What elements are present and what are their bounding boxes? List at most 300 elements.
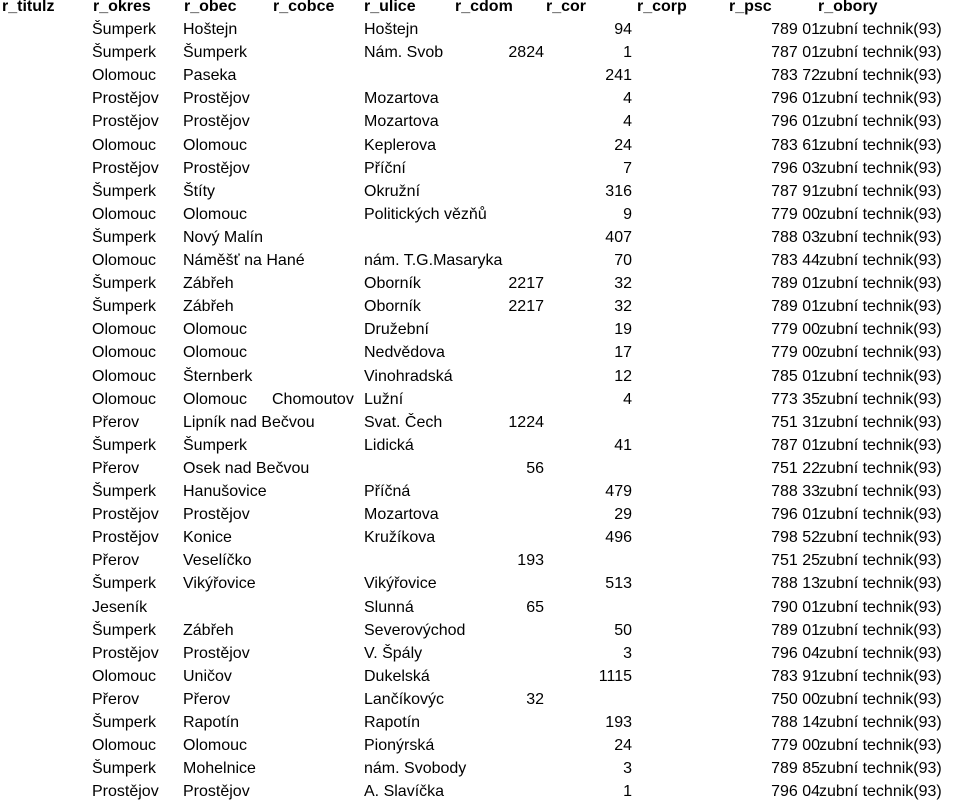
cell-cobce[interactable] [272,295,364,318]
cell-obec[interactable]: Veselíčko [183,552,252,570]
cell-obory[interactable]: zubní technik(93) [819,298,942,316]
cell-psc[interactable]: 789 01 [771,298,820,316]
cell-obory[interactable]: zubní technik(93) [819,552,942,570]
cell-cdom[interactable] [450,365,544,388]
cell-cor[interactable]: 3 [623,644,632,662]
cell-obory[interactable]: zubní technik(93) [819,21,942,38]
cell-cobce[interactable] [272,711,364,734]
cell-obec[interactable]: Šternberk [183,367,253,385]
cell-okres[interactable]: Prostějov [92,506,159,524]
cell-ulice[interactable]: Svat. Čech [364,413,443,431]
cell-psc[interactable]: 779 00 [771,344,820,362]
cell-cdom[interactable] [450,18,544,41]
table-row [0,134,960,157]
table-row [0,549,960,572]
cell-cor[interactable]: 70 [614,252,632,269]
cell-obory[interactable]: zubní technik(93) [819,690,942,708]
cell-cobce[interactable] [272,411,364,434]
cell-okres[interactable]: Olomouc [92,67,157,85]
cell-obec[interactable]: Olomouc [183,344,248,362]
table-row [0,180,960,203]
cell-cor[interactable]: 12 [614,367,632,385]
cell-cdom[interactable] [450,480,544,503]
cell-psc[interactable]: 783 44 [771,252,820,269]
header-cdom: r_cdom [455,0,513,15]
cell-cor[interactable]: 29 [614,506,632,524]
cell-obec[interactable]: Prostějov [183,506,250,524]
cell-cdom[interactable] [450,203,544,226]
cell-cor[interactable]: 3 [623,760,632,778]
cell-psc[interactable]: 798 52 [771,529,820,547]
cell-psc[interactable]: 796 04 [771,644,820,662]
table-row [0,318,960,341]
cell-ulice[interactable]: Keplerova [364,136,437,154]
cell-ulice[interactable]: Příčná [364,483,411,500]
cell-obec[interactable]: Olomouc [183,205,248,223]
cell-cdom[interactable] [450,388,544,411]
cell-obory[interactable]: zubní technik(93) [819,344,942,362]
table-row [0,157,960,180]
cell-cor[interactable]: 241 [605,67,632,85]
cell-obec[interactable]: Hoštejn [183,21,238,38]
cell-psc[interactable]: 787 01 [771,44,820,62]
cell-ulice[interactable]: A. Slavíčka [364,783,445,801]
cell-cobce[interactable] [272,549,364,572]
cell-okres[interactable]: Prostějov [92,113,159,131]
table-row [0,18,960,41]
cell-cor[interactable]: 4 [623,390,632,408]
cell-cor[interactable]: 1 [623,783,632,801]
table-row [0,503,960,526]
cell-psc[interactable]: 773 35 [771,390,820,408]
header-corp: r_corp [637,0,687,15]
table-row [0,688,960,711]
cell-ulice[interactable]: Lužní [364,390,404,408]
cell-cdom[interactable] [450,226,544,249]
cell-psc[interactable]: 796 01 [771,90,820,108]
cell-psc[interactable]: 779 00 [771,205,820,223]
cell-cdom[interactable] [450,503,544,526]
cell-psc[interactable]: 789 01 [771,621,820,639]
cell-ulice[interactable]: Lidická [364,436,414,454]
header-row [0,0,960,18]
cell-cor[interactable] [545,411,632,434]
table-row [0,665,960,688]
table-row [0,64,960,87]
cell-obec[interactable]: Zábřeh [183,621,234,639]
cell-okres[interactable]: Šumperk [92,44,157,62]
cell-cor[interactable]: 513 [605,575,632,593]
cell-cdom[interactable]: 2217 [508,298,544,316]
cell-psc[interactable]: 796 03 [771,159,820,177]
cell-cor[interactable]: 24 [614,136,632,154]
cell-psc[interactable]: 779 00 [771,737,820,755]
cell-cdom[interactable] [450,134,544,157]
cell-psc[interactable]: 788 14 [771,714,820,731]
table-row [0,642,960,665]
cell-cobce[interactable] [272,203,364,226]
cell-cor[interactable] [545,549,632,572]
cell-cdom[interactable]: 65 [526,598,544,616]
cell-okres[interactable]: Šumperk [92,714,157,731]
cell-obec[interactable]: Nový Malín [183,228,264,246]
cell-obec[interactable]: Prostějov [183,90,250,108]
cell-cobce[interactable] [272,365,364,388]
cell-obec[interactable]: Mohelnice [183,760,256,778]
cell-obec[interactable]: Uničov [183,667,232,685]
cell-cobce[interactable] [272,134,364,157]
cell-cobce[interactable] [272,41,364,64]
cell-cor[interactable]: 193 [605,714,632,731]
cell-okres[interactable]: Olomouc [92,344,157,362]
table-row [0,572,960,595]
cell-ulice[interactable]: nám. T.G.Masaryka [364,252,503,269]
cell-cdom[interactable]: 2824 [508,44,544,62]
cell-ulice[interactable]: Vinohradská [364,367,453,385]
cell-psc[interactable]: 783 72 [771,67,820,85]
cell-cdom[interactable]: 1224 [508,413,544,431]
cell-cdom[interactable]: 56 [526,459,544,477]
cell-cobce[interactable] [272,665,364,688]
cell-okres[interactable]: Olomouc [92,252,157,269]
cell-cor[interactable] [545,596,632,619]
cell-cobce[interactable] [272,249,364,272]
cell-okres[interactable]: Šumperk [92,575,157,593]
cell-cobce[interactable] [272,341,364,364]
cell-cobce[interactable] [272,18,364,41]
cell-cor[interactable]: 94 [614,21,632,38]
cell-obec[interactable]: Šumperk [183,436,248,454]
cell-psc[interactable]: 785 01 [771,367,820,385]
cell-ulice[interactable]: Mozartova [364,506,439,524]
cell-cor[interactable]: 9 [623,205,632,223]
cell-cobce[interactable] [272,619,364,642]
cell-cor[interactable]: 50 [614,621,632,639]
cell-cobce[interactable] [272,226,364,249]
cell-okres[interactable]: Šumperk [92,228,157,246]
cell-ulice[interactable]: Vikýřovice [364,575,437,593]
cell-obory[interactable]: zubní technik(93) [819,714,942,731]
cell-ulice[interactable]: Politických vězňů [364,205,487,223]
cell-cobce[interactable] [272,318,364,341]
cell-cdom[interactable] [450,64,544,87]
table-row [0,734,960,757]
cell-ulice[interactable]: Kružíkova [364,529,436,547]
header-psc: r_psc [729,0,772,15]
cell-obory[interactable]: zubní technik(93) [819,252,942,269]
cell-cdom[interactable] [450,87,544,110]
table-row [0,249,960,272]
cell-ulice[interactable]: Nám. Svob [364,44,444,62]
cell-ulice[interactable]: Dukelská [364,667,430,685]
cell-ulice[interactable]: Oborník [364,298,421,316]
cell-psc[interactable]: 787 91 [771,182,820,200]
cell-obory[interactable]: zubní technik(93) [819,228,942,246]
cell-okres[interactable]: Olomouc [92,205,157,223]
cell-cor[interactable]: 316 [605,182,632,200]
cell-cor[interactable]: 32 [614,298,632,316]
cell-obory[interactable]: zubní technik(93) [819,159,942,177]
cell-psc[interactable]: 751 31 [771,413,820,431]
cell-obec[interactable]: Náměšť na Hané [183,252,305,269]
cell-obory[interactable]: zubní technik(93) [819,136,942,154]
cell-obec[interactable]: Šumperk [183,44,248,62]
cell-cobce[interactable] [272,503,364,526]
cell-obory[interactable]: zubní technik(93) [819,275,942,293]
cell-obec[interactable]: Rapotín [183,714,240,731]
cell-cobce[interactable] [272,434,364,457]
cell-okres[interactable]: Přerov [92,552,140,570]
cell-cdom[interactable] [450,526,544,549]
cell-cdom[interactable] [450,180,544,203]
cell-ulice[interactable]: Nedvědova [364,344,445,362]
cell-cdom[interactable] [450,734,544,757]
cell-obory[interactable]: zubní technik(93) [819,459,942,477]
cell-ulice[interactable]: Severovýchod [364,621,466,639]
cell-cor[interactable]: 1115 [598,667,632,685]
header-titulz: r_titulz [2,0,55,15]
table-row [0,388,960,411]
cell-cobce[interactable] [272,642,364,665]
cell-cobce[interactable] [272,780,364,803]
table-row [0,110,960,133]
cell-obec[interactable]: Prostějov [183,644,250,662]
cell-obory[interactable]: zubní technik(93) [819,182,942,200]
cell-okres[interactable]: Šumperk [92,621,157,639]
cell-ulice[interactable]: Pionýrská [364,737,435,755]
cell-cdom[interactable] [450,711,544,734]
cell-obory[interactable]: zubní technik(93) [819,113,942,131]
cell-okres[interactable]: Šumperk [92,760,157,778]
cell-obory[interactable]: zubní technik(93) [819,529,942,547]
cell-cor[interactable]: 496 [605,529,632,547]
cell-cor[interactable]: 479 [605,483,632,500]
cell-cdom[interactable] [450,434,544,457]
cell-okres[interactable]: Přerov [92,413,140,431]
cell-okres[interactable]: Olomouc [92,367,157,385]
cell-obory[interactable]: zubní technik(93) [819,321,942,339]
cell-cdom[interactable]: 32 [526,690,544,708]
cell-cdom[interactable] [450,757,544,780]
cell-okres[interactable]: Šumperk [92,182,157,200]
cell-psc[interactable]: 779 00 [771,321,820,339]
cell-cor[interactable]: 24 [614,737,632,755]
cell-obory[interactable]: zubní technik(93) [819,390,942,408]
cell-cobce[interactable] [272,572,364,595]
cell-obory[interactable]: zubní technik(93) [819,737,942,755]
cell-cobce[interactable] [272,157,364,180]
cell-cobce[interactable] [272,110,364,133]
cell-ulice[interactable]: V. Špály [364,644,423,662]
cell-cobce[interactable] [272,688,364,711]
table-row [0,480,960,503]
cell-obec[interactable]: Zábřeh [183,275,234,293]
cell-cdom[interactable] [450,157,544,180]
cell-cor[interactable]: 41 [614,436,632,454]
cell-obec[interactable]: Olomouc [183,321,248,339]
cell-cobce[interactable] [272,87,364,110]
cell-cobce[interactable] [272,180,364,203]
cell-psc[interactable]: 789 01 [771,275,820,293]
cell-cdom[interactable] [450,619,544,642]
header-obec: r_obec [184,0,237,15]
cell-psc[interactable]: 751 25 [771,552,820,570]
cell-obec[interactable]: Olomouc [183,136,248,154]
cell-psc[interactable]: 796 01 [771,506,820,524]
table-row [0,203,960,226]
cell-cdom[interactable] [450,642,544,665]
cell-cdom[interactable] [450,780,544,803]
cell-cor[interactable] [545,688,632,711]
cell-okres[interactable]: Šumperk [92,21,157,38]
cell-ulice[interactable]: nám. Svobody [364,760,467,778]
cell-okres[interactable]: Šumperk [92,436,157,454]
cell-ulice[interactable]: Příční [364,159,406,177]
cell-cdom[interactable] [450,318,544,341]
cell-ulice[interactable]: Okružní [364,182,421,200]
cell-cor[interactable]: 407 [605,228,632,246]
cell-ulice[interactable]: Družební [364,321,429,339]
cell-obory[interactable]: zubní technik(93) [819,205,942,223]
cell-obec[interactable]: Olomouc [183,737,248,755]
cell-cdom[interactable] [450,110,544,133]
cell-psc[interactable]: 787 01 [771,436,820,454]
cell-obory[interactable]: zubní technik(93) [819,621,942,639]
cell-obory[interactable]: zubní technik(93) [819,598,942,616]
cell-cor[interactable]: 19 [614,321,632,339]
cell-okres[interactable]: Šumperk [92,275,157,293]
header-ulice: r_ulice [364,0,416,15]
cell-okres[interactable]: Olomouc [92,321,157,339]
cell-cobce[interactable] [272,757,364,780]
cell-okres[interactable]: Přerov [92,690,140,708]
cell-obec[interactable]: Lipník nad Bečvou [183,413,315,431]
cell-okres[interactable]: Prostějov [92,783,159,801]
cell-cobce[interactable] [272,734,364,757]
cell-psc[interactable]: 783 61 [771,136,820,154]
cell-cor[interactable]: 1 [623,44,632,62]
cell-cobce[interactable]: Chomoutov [272,390,354,408]
cell-psc[interactable]: 751 22 [771,459,820,477]
cell-psc[interactable]: 796 01 [771,113,820,131]
cell-okres[interactable]: Olomouc [92,136,157,154]
cell-obory[interactable]: zubní technik(93) [819,67,942,85]
cell-ulice[interactable]: Hoštejn [364,21,419,38]
cell-obory[interactable]: zubní technik(93) [819,90,942,108]
cell-obory[interactable]: zubní technik(93) [819,506,942,524]
cell-obec[interactable]: Přerov [183,690,231,708]
cell-obec[interactable]: Štíty [183,182,216,200]
cell-psc[interactable]: 789 85 [771,760,820,778]
cell-ulice[interactable]: Mozartova [364,90,439,108]
cell-obory[interactable]: zubní technik(93) [819,483,942,500]
cell-cobce[interactable] [272,272,364,295]
cell-obory[interactable]: zubní technik(93) [819,667,942,685]
cell-obory[interactable]: zubní technik(93) [819,367,942,385]
cell-cobce[interactable] [272,64,364,87]
cell-obec[interactable]: Hanušovice [183,483,267,500]
table-row [0,526,960,549]
cell-psc[interactable]: 790 01 [771,598,820,616]
cell-cor[interactable]: 32 [614,275,632,293]
cell-okres[interactable]: Prostějov [92,529,159,547]
cell-cor[interactable]: 7 [623,159,632,177]
cell-obory[interactable]: zubní technik(93) [819,413,942,431]
cell-obec[interactable]: Paseka [183,67,237,85]
cell-cdom[interactable]: 193 [517,552,544,570]
cell-cor[interactable]: 17 [614,344,632,362]
cell-cdom[interactable] [450,665,544,688]
cell-okres[interactable]: Olomouc [92,667,157,685]
cell-psc[interactable]: 788 33 [771,483,820,500]
table-row [0,457,960,480]
cell-obec[interactable]: Prostějov [183,159,250,177]
cell-okres[interactable]: Šumperk [92,298,157,316]
cell-cobce[interactable] [272,526,364,549]
cell-ulice[interactable]: Lančíkovýc [364,690,445,708]
cell-cor[interactable]: 4 [623,90,632,108]
cell-okres[interactable]: Prostějov [92,90,159,108]
cell-cdom[interactable] [450,572,544,595]
cell-cobce[interactable] [272,457,364,480]
cell-obec[interactable]: Prostějov [183,783,250,801]
cell-obec[interactable]: Zábřeh [183,298,234,316]
cell-cdom[interactable]: 2217 [508,275,544,293]
cell-okres[interactable]: Olomouc [92,737,157,755]
cell-psc[interactable]: 796 04 [771,783,820,801]
cell-ulice[interactable]: Rapotín [364,714,421,731]
table-row [0,711,960,734]
cell-cobce[interactable] [272,480,364,503]
cell-obec[interactable]: Osek nad Bečvou [183,459,310,477]
cell-cdom[interactable] [450,249,544,272]
cell-obec[interactable]: Prostějov [183,113,250,131]
cell-psc[interactable]: 788 03 [771,228,820,246]
table-row [0,780,960,803]
cell-obory[interactable]: zubní technik(93) [819,760,942,778]
cell-obory[interactable]: zubní technik(93) [819,644,942,662]
table-row [0,434,960,457]
cell-okres[interactable]: Olomouc [92,390,157,408]
cell-okres[interactable]: Šumperk [92,483,157,500]
table-row [0,295,960,318]
cell-okres[interactable]: Přerov [92,459,140,477]
table-row [0,757,960,780]
cell-psc[interactable]: 789 01 [771,21,820,38]
cell-psc[interactable]: 750 00 [771,690,820,708]
cell-obory[interactable]: zubní technik(93) [819,783,942,801]
cell-okres[interactable]: Prostějov [92,644,159,662]
cell-obec[interactable]: Konice [183,529,232,547]
header-okres: r_okres [93,0,151,15]
cell-cor[interactable] [545,457,632,480]
cell-ulice[interactable]: Slunná [364,598,414,616]
cell-okres[interactable]: Prostějov [92,159,159,177]
cell-cobce[interactable] [272,596,364,619]
cell-cor[interactable]: 4 [623,113,632,131]
cell-ulice[interactable]: Mozartova [364,113,439,131]
cell-obec[interactable]: Olomouc [183,390,248,408]
cell-psc[interactable]: 788 13 [771,575,820,593]
cell-obory[interactable]: zubní technik(93) [819,575,942,593]
cell-psc[interactable]: 783 91 [771,667,820,685]
cell-cdom[interactable] [450,341,544,364]
cell-ulice[interactable]: Oborník [364,275,421,293]
cell-obec[interactable]: Vikýřovice [183,575,256,593]
cell-obory[interactable]: zubní technik(93) [819,44,942,62]
cell-okres[interactable]: Jeseník [92,598,148,616]
cell-obory[interactable]: zubní technik(93) [819,436,942,454]
